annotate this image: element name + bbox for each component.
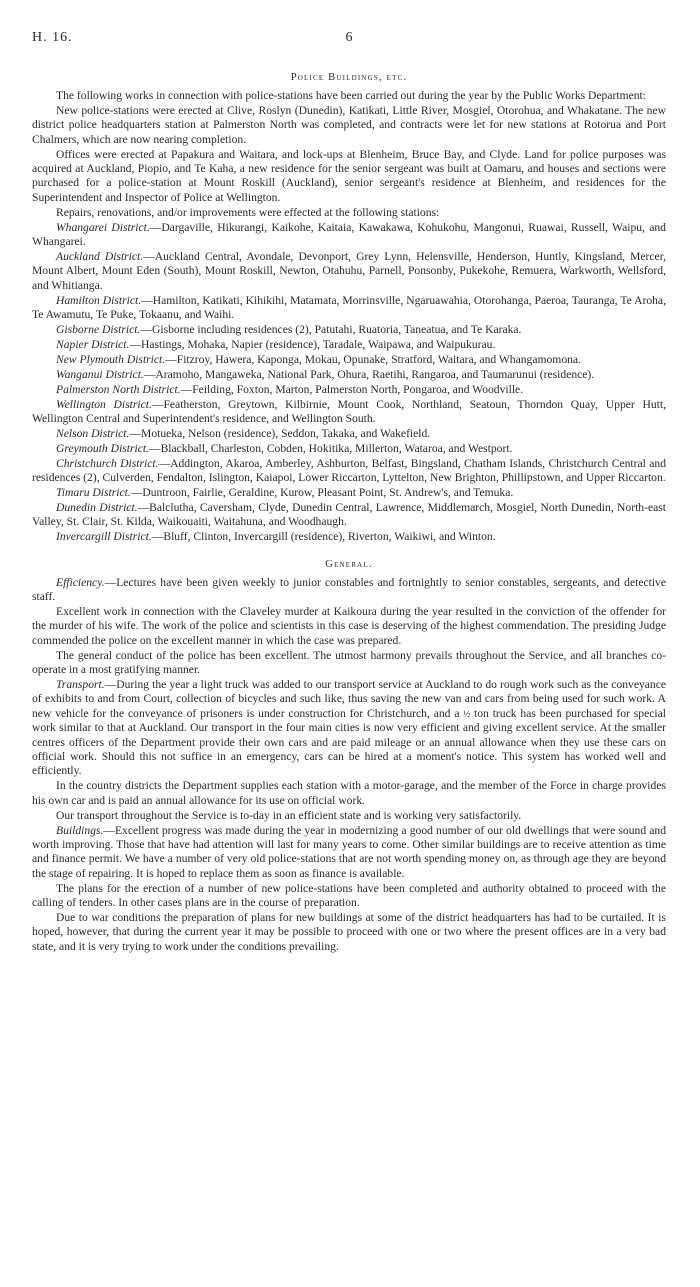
district-greymouth xyxy=(32,442,666,456)
district-stations: —Duntroon, Fairlie, Geraldine, Kurow, Pleasant Point, St. Andrew's, and Temuka. xyxy=(130,485,514,499)
district-name: New Plymouth District. xyxy=(56,352,166,366)
district-stations: —Dargaville, Hikurangi, Kaikohe, Kaitaia, Kawakawa, Kohukohu, Mangonui, Ruawai, Russell, Waipu, and Whangarei. xyxy=(32,220,666,249)
efficiency-text: —Lectures have been given weekly to junior constables and fortnightly to senior constables, sergeants, and detective staff. xyxy=(32,575,666,603)
district-dunedin xyxy=(32,501,666,530)
district-stations: —Balclutha, Caversham, Clyde, Dunedin Central, Lawrence, Middlemarch, Mosgiel, North Dunedin, North-east Valley, St. Clair, St. Kilda, Waikouaiti, Waitahuna, and Woodhaugh. xyxy=(32,500,666,529)
district-stations: —Hamilton, Katikati, Kihikihi, Matamata, Morrinsville, Ngaruawahia, Otorohanga, Paeroa, Tauranga, Te Aroha, Te Awamutu, Te Puke, Tokaanu, and Waihi. xyxy=(32,293,666,322)
efficiency-heading: Efficiency. xyxy=(56,575,105,589)
district-stations: —Gisborne including residences (2), Patutahi, Ruatoria, Taneatua, and Te Karaka. xyxy=(140,323,522,336)
district-wellington xyxy=(32,398,666,427)
paragraph-transport xyxy=(32,678,666,779)
district-wanganui xyxy=(32,368,666,382)
district-christchurch xyxy=(32,457,666,486)
paragraph-new-stations: New police-stations were erected at Clive, Roslyn (Dunedin), Katikati, Little River, Mosgiel, Otorohua, and Whakatane. The new district police headquarters station at Palmerston North was completed, and contracts were let for new stations at Rotorua and Port Chalmers, which are now nearing completion. xyxy=(32,103,666,146)
district-name: Whangarei District. xyxy=(56,220,150,234)
buildings-text: —Excellent progress was made during the year in modernizing a good number of our old dwellings that were sound and worth improving. Those that have had attention will last for many years to come. Other similar buildings are to receive attention as time and finance permit. We have a number of very old police-stations that are not worth spending money on, as through age they are beyond the stage of repairing. It is hoped to replace them as soon as finance is available. xyxy=(32,823,666,880)
district-auckland xyxy=(32,250,666,293)
document-code: H. 16. xyxy=(32,30,73,45)
district-stations: —Motueka, Nelson (residence), Seddon, Takaka, and Wakefield. xyxy=(129,426,431,440)
district-stations: —Fitzroy, Hawera, Kaponga, Mokau, Opunake, Stratford, Waitara, and Whangamomona. xyxy=(165,352,581,366)
section-title-general: General. xyxy=(325,558,373,570)
transport-text-1: —During the year a light truck was added to our transport service at Auckland to do rough work such as the conveyance of exhibits to and from Court, collection of bicycles and such like, thus saving the new van and cars from being used for such work. A new vehicle for the conveyance of prisoners is under construction for Christchurch, and a xyxy=(32,677,666,720)
district-name: Christchurch District. xyxy=(56,456,159,470)
district-invercargill xyxy=(32,530,666,544)
document-page xyxy=(32,30,666,954)
district-new-plymouth xyxy=(32,353,666,367)
district-stations: —Hastings, Mohaka, Napier (residence), Taradale, Waipawa, and Waipukurau. xyxy=(129,337,496,351)
district-name: Invercargill District. xyxy=(56,530,152,544)
district-palmerston-north xyxy=(32,383,666,397)
district-stations: —Bluff, Clinton, Invercargill (residence), Riverton, Waikiwi, and Winton. xyxy=(151,530,496,544)
district-stations: —Addington, Akaroa, Amberley, Ashburton, Belfast, Bingsland, Chatham Islands, Christchurch Central and residences (2), Culverden, Fendalton, Islington, Kaiapoi, Lower Riccarton, Lyttelton, New Brighton, Phillipstown, and Upper Riccarton. xyxy=(32,456,666,485)
paragraph-efficiency xyxy=(32,576,666,605)
district-timaru xyxy=(32,486,666,500)
transport-fraction: ½ xyxy=(463,708,471,719)
district-stations: —Auckland Central, Avondale, Devonport, Grey Lynn, Helensville, Henderson, Huntly, Kingsland, Mercer, Mount Albert, Mount Eden (South), Mount Roskill, Newton, Otahuhu, Parnell, Ponsonby, Pukekohe, Remuera, Warkworth, Wellsford, and Whitianga. xyxy=(32,249,666,292)
district-stations: —Featherston, Greytown, Kilbirnie, Mount Cook, Northland, Seatoun, Thorndon Quay, Upper Hutt, Wellington Central and Superintendent's residence, and Wellington South. xyxy=(32,397,666,425)
paragraph-repairs-intro: Repairs, renovations, and/or improvements were effected at the following stations: xyxy=(56,205,440,219)
paragraph-transport-state: Our transport throughout the Service is to-day in an efficient state and is working very satisfactorily. xyxy=(56,808,522,822)
district-name: Gisborne District. xyxy=(56,323,141,336)
paragraph-intro: The following works in connection with police-stations have been carried out during the year by the Public Works Department: xyxy=(56,89,646,102)
district-name: Wanganui District. xyxy=(56,367,144,381)
district-whangarei xyxy=(32,221,666,250)
district-name: Timaru District. xyxy=(56,485,131,499)
paragraph-claveley-murder: Excellent work in connection with the Claveley murder at Kaikoura during the year resulted in the conviction of the offender for the murder of his wife. The work of the police and scientists in this case is deserving of the highest commendation. The presiding Judge commended the police on the excellent manner in which the case was prepared. xyxy=(32,604,666,647)
section-title-police-buildings: Police Buildings, etc. xyxy=(290,72,408,83)
district-name: Greymouth District. xyxy=(56,441,149,455)
district-stations: —Blackball, Charleston, Cobden, Hokitika, Millerton, Wataroa, and Westport. xyxy=(148,441,513,455)
paragraph-offices: Offices were erected at Papakura and Waitara, and lock-ups at Blenheim, Bruce Bay, and Clyde. Land for police purposes was acquired at Auckland, Piopio, and Te Kaha, a new residence for the senior sergeant was built at Oamaru, and houses and sections were purchased for a police-station at Mount Roskill (Auckland), senior sergeant's residence at Blenheim, and residences for the Superintendent and Inspector of Police at Wellington. xyxy=(32,147,666,204)
transport-heading: Transport. xyxy=(56,677,105,691)
district-napier xyxy=(32,338,666,352)
paragraph-plans: The plans for the erection of a number of new police-stations have been completed and authority obtained to proceed with the calling of tenders. In other cases plans are in the course of preparation. xyxy=(32,881,666,910)
district-name: Hamilton District. xyxy=(56,293,142,307)
district-gisborne xyxy=(32,323,666,337)
district-hamilton xyxy=(32,294,666,323)
page-header xyxy=(32,30,666,52)
paragraph-conduct: The general conduct of the police has been excellent. The utmost harmony prevails throughout the Service, and all branches co-operate in a most gratifying manner. xyxy=(32,648,666,677)
district-name: Auckland District. xyxy=(56,249,144,263)
district-name: Dunedin District. xyxy=(56,500,138,514)
paragraph-war-conditions: Due to war conditions the preparation of plans for new buildings at some of the district headquarters has had to be curtailed. It is hoped, however, that during the current year it may be possible to proceed with one or two where the present offices are in a very bad state, and it is very trying to work under the conditions prevailing. xyxy=(32,910,666,953)
district-nelson xyxy=(32,427,666,441)
paragraph-country-districts: In the country districts the Department supplies each station with a motor-garage, and the member of the Force in charge provides his own car and is paid an annual allowance for its use on official work. xyxy=(32,779,666,807)
district-name: Nelson District. xyxy=(56,426,130,440)
transport-text-2: ton truck has been purchased for special work similar to that at Auckland. Our transport in the four main cities is now very efficient and giving excellent service. At the smaller centres officers of the Department provide their own cars and are paid mileage or an annual allowance when they use these cars on official work. Should this not suffice in an emergency, cars can be hired at a moment's notice. This system has worked well and efficiently. xyxy=(32,706,666,778)
district-stations: —Feilding, Foxton, Marton, Palmerston North, Pongaroa, and Woodville. xyxy=(180,382,524,396)
buildings-heading: Buildings. xyxy=(56,823,104,837)
paragraph-buildings xyxy=(32,824,666,882)
district-name: Napier District. xyxy=(56,337,130,351)
district-stations: —Aramoho, Mangaweka, National Park, Ohura, Raetihi, Rangaroa, and Taumarunui (residence). xyxy=(143,367,595,381)
page-number: 6 xyxy=(345,30,353,45)
district-name: Wellington District. xyxy=(56,397,152,411)
district-name: Palmerston North District. xyxy=(56,382,181,396)
